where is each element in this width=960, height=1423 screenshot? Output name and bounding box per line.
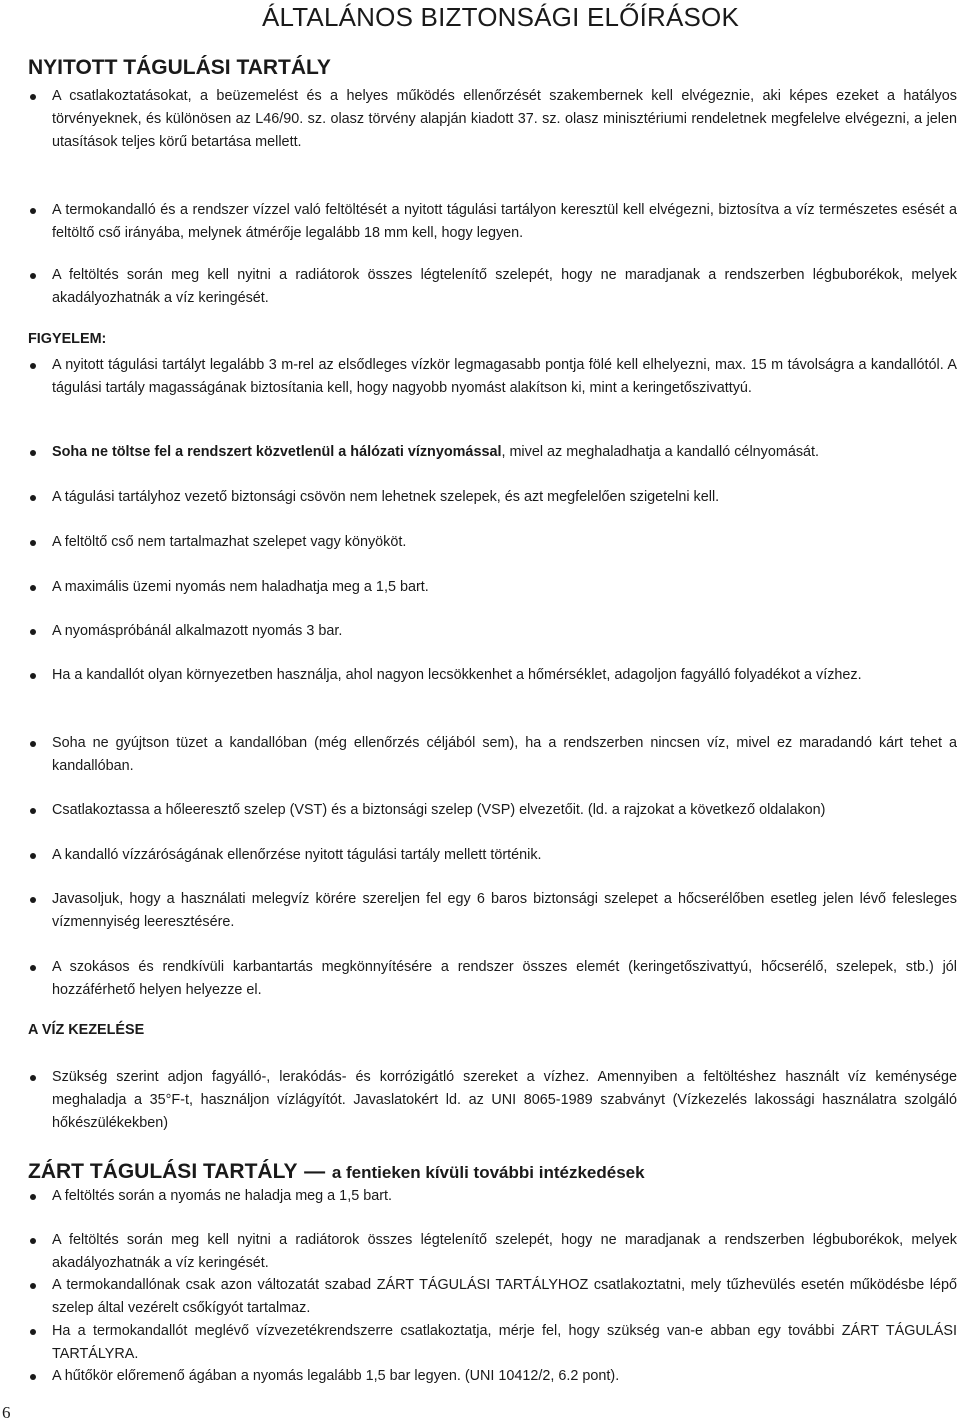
closed-tank-heading-dash: — — [304, 1160, 326, 1183]
list-item: A termokandallónak csak azon változatát szabad ZÁRT TÁGULÁSI TARTÁLYHOZ csatlakoztatni, mely tűzhevülés esetén működésbe lépő szelep által vezérelt csőkígyót tartalmaz. — [52, 1274, 957, 1320]
list-item: A kandalló vízzáróságának ellenőrzése nyitott tágulási tartály mellett történik. — [52, 844, 957, 867]
list-item: Szükség szerint adjon fagyálló-, lerakódás- és korrózigátló szereket a vízhez. Amennyiben a feltöltéshez használt víz keménysége meghaladja a 35°F-t, használjon vízlágyítót. Javaslatokért ld. az UNI 8065-1989 szabványt (Vízkezelés lakossági használatra szolgáló hőkészülékekben) — [52, 1066, 957, 1135]
page-title: ÁLTALÁNOS BIZTONSÁGI ELŐÍRÁSOK — [262, 2, 740, 32]
section-title-open-tank: NYITOTT TÁGULÁSI TARTÁLY — [28, 56, 331, 79]
list-item: Javasoljuk, hogy a használati melegvíz körére szereljen fel egy 6 baros biztonsági szelepet a hőcserélőben esetleg jelen lévő felesleges vízmennyiség leeresztésére. — [52, 888, 957, 934]
list-item: Csatlakoztassa a hőleeresztő szelep (VST) és a biztonsági szelep (VSP) elvezetőit. (ld. a rajzokat a következő oldalakon) — [52, 799, 957, 822]
list-item: A feltöltő cső nem tartalmazhat szelepet vagy könyököt. — [52, 531, 957, 554]
never-fill-bold-text: Soha ne töltse fel a rendszert közvetlenül a hálózati víznyomással — [52, 444, 502, 460]
page-number: 6 — [2, 1403, 11, 1422]
list-item: A nyitott tágulási tartályt legalább 3 m-rel az elsődleges vízkör legmagasabb pontja fölé kell elhelyezni, max. 15 m távolságra a kandallótól. A tágulási tartály magasságának biztosítania kell, hogy nagyobb nyomást alakítson ki, mint a keringetőszivattyú. — [52, 354, 957, 400]
list-item: A tágulási tartályhoz vezető biztonsági csövön nem lehetnek szelepek, és azt megfelelően szigetelni kell. — [52, 486, 957, 509]
closed-tank-heading — [28, 1157, 645, 1185]
list-item: A maximális üzemi nyomás nem haladhatja meg a 1,5 bart. — [52, 576, 957, 599]
closed-tank-heading-main: ZÁRT TÁGULÁSI TARTÁLY — [28, 1160, 298, 1183]
list-item: A termokandalló és a rendszer vízzel való feltöltését a nyitott tágulási tartályon keresztül kell elvégezni, biztosítva a víz természetes esését a feltöltő cső irányába, melynek átmérője legalább 18 mm kell, hogy legyen. — [52, 199, 957, 245]
list-item: A szokásos és rendkívüli karbantartás megkönnyítésére a rendszer összes elemét (keringetőszivattyú, hőcserélő, szelepek, stb.) jól hozzáférhető helyen helyezze el. — [52, 956, 957, 1002]
water-treatment-heading: A VÍZ KEZELÉSE — [28, 1022, 145, 1038]
list-item: A nyomáspróbánál alkalmazott nyomás 3 bar. — [52, 620, 957, 643]
list-item: Ha a kandallót olyan környezetben használja, ahol nagyon lecsökkenhet a hőmérséklet, adagoljon fagyálló folyadékot a vízhez. — [52, 664, 957, 687]
list-item: A feltöltés során meg kell nyitni a radiátorok összes légtelenítő szelepét, hogy ne maradjanak a rendszerben légbuborékok, melyek akadályozhatnák a víz keringését. — [52, 1229, 957, 1275]
list-item: A feltöltés során a nyomás ne haladja meg a 1,5 bart. — [52, 1185, 957, 1208]
closed-tank-heading-sub: a fentieken kívüli további intézkedések — [331, 1163, 645, 1182]
list-item: A hűtőkör előremenő ágában a nyomás legalább 1,5 bar legyen. (UNI 10412/2, 6.2 pont). — [52, 1365, 957, 1388]
list-item: Ha a termokandallót meglévő vízvezetékrendszerre csatlakoztatja, mérje fel, hogy szükség van-e abban egy további ZÁRT TÁGULÁSI TARTÁLYRA. — [52, 1320, 957, 1366]
never-fill-rest-text: , mivel az meghaladhatja a kandalló célnyomását. — [501, 444, 820, 460]
warning-label: FIGYELEM: — [28, 331, 107, 347]
list-item: A feltöltés során meg kell nyitni a radiátorok összes légtelenítő szelepét, hogy ne maradjanak a rendszerben légbuborékok, melyek akadályozhatnák a víz keringését. — [52, 264, 957, 310]
list-item-never-fill — [52, 441, 957, 464]
list-item: Soha ne gyújtson tüzet a kandallóban (még ellenőrzés céljából sem), ha a rendszerben nincsen víz, mivel ez maradandó kárt tehet a kandallóban. — [52, 732, 957, 778]
list-item: A csatlakoztatásokat, a beüzemelést és a helyes működés ellenőrzését szakembernek kell elvégeznie, aki képes ezeket a hatályos törvényeknek, és különösen az L46/90. sz. olasz törvény alapján kiadott 37. sz. olasz minisztériumi rendeletnek megfelelve elvégezni, a jelen utasítások teljes körű betartása mellett. — [52, 85, 957, 154]
